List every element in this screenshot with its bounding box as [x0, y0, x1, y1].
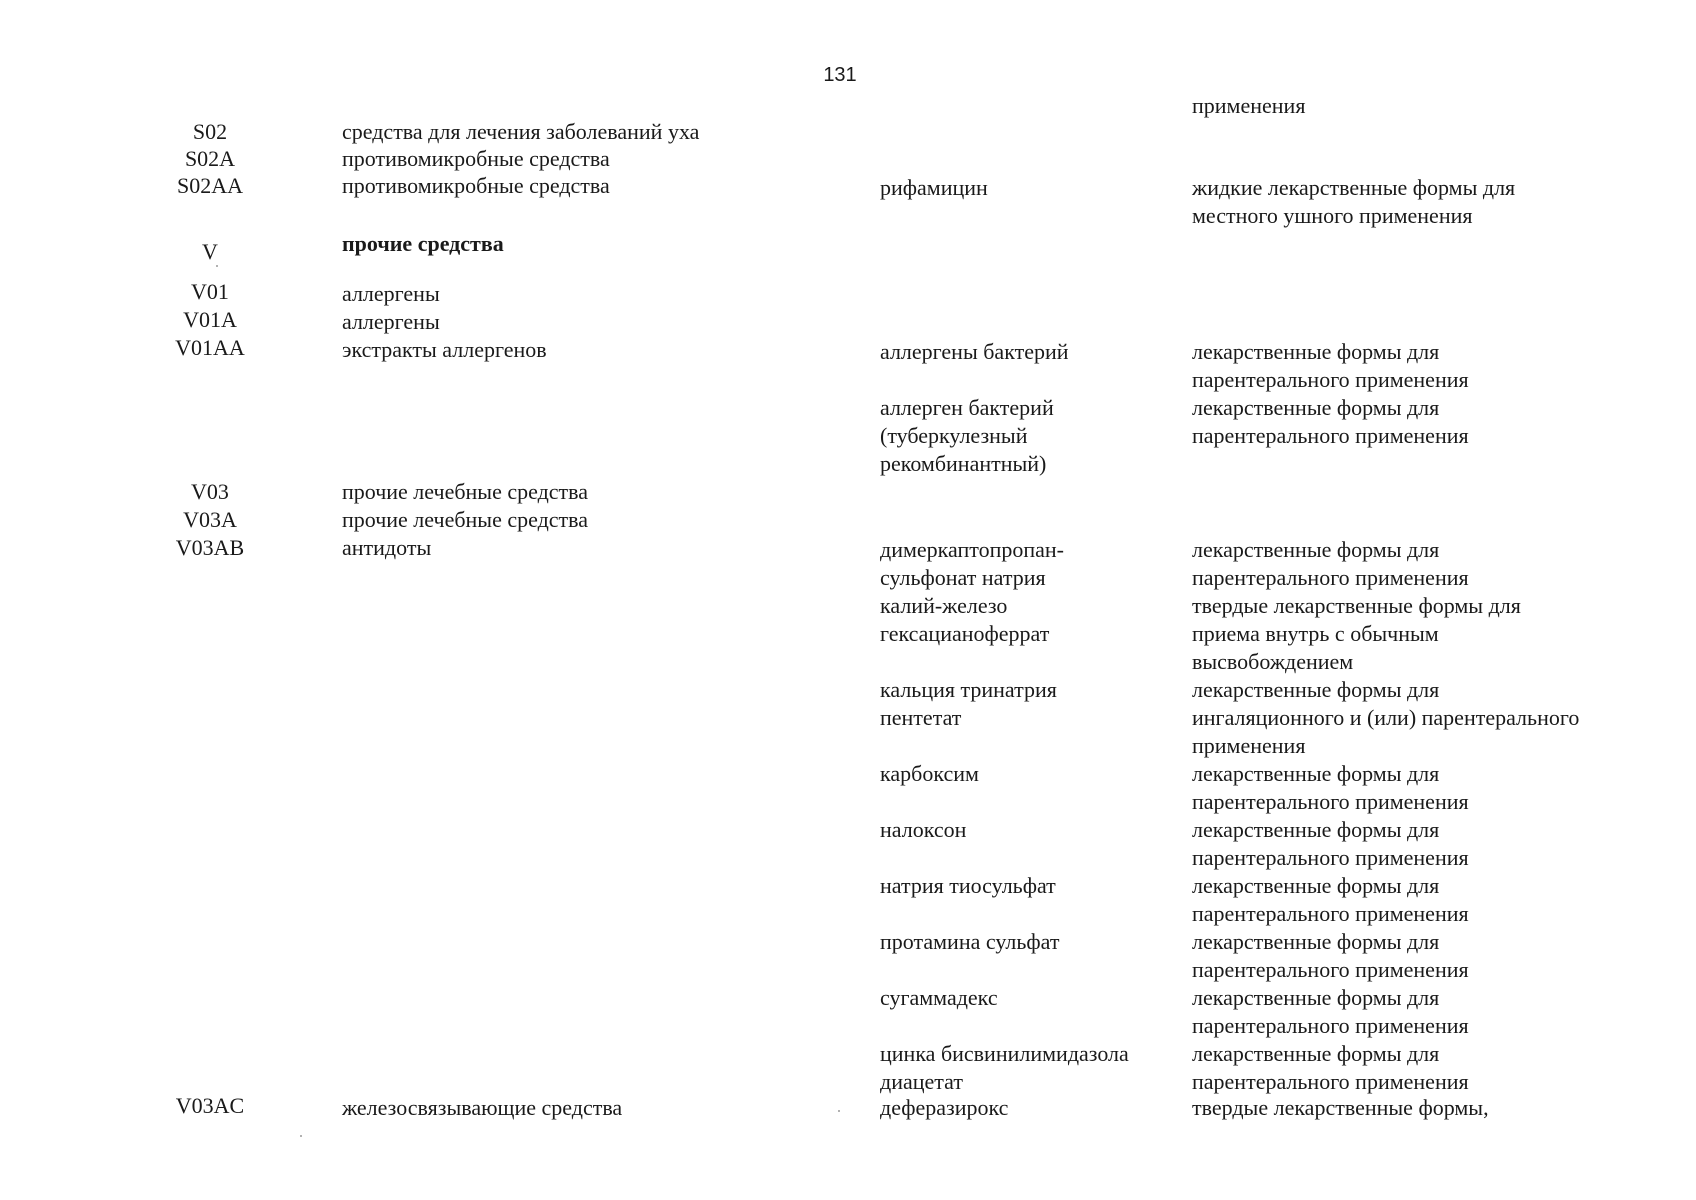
atc-code: V01AA	[175, 335, 245, 360]
drug-name: диацетат	[880, 1069, 963, 1094]
drug-name: сугаммадекс	[880, 985, 998, 1010]
dosage-form: приема внутрь с обычным	[1192, 621, 1439, 646]
atc-group-name: прочие лечебные средства	[342, 507, 589, 532]
atc-code: V03AC	[175, 1093, 245, 1118]
drug-name: гексацианоферрат	[880, 621, 1050, 646]
atc-group-name: прочие средства	[342, 231, 504, 256]
dosage-form: лекарственные формы для	[1192, 929, 1440, 954]
dosage-form: парентерального применения	[1192, 789, 1469, 814]
dosage-form: парентерального применения	[1192, 367, 1469, 392]
dosage-form: лекарственные формы для	[1192, 537, 1440, 562]
dosage-form: парентерального применения	[1192, 423, 1469, 448]
dosage-form: парентерального применения	[1192, 565, 1469, 590]
atc-code: V03AB	[175, 535, 245, 560]
drug-name: калий-железо	[880, 593, 1008, 618]
drug-name: (туберкулезный	[880, 423, 1028, 448]
drug-name: димеркаптопропан-	[880, 537, 1064, 562]
atc-group-name: железосвязывающие средства	[342, 1095, 623, 1120]
atc-group-name: антидоты	[342, 535, 432, 560]
atc-code: V	[202, 239, 218, 264]
atc-group-name: аллергены	[342, 281, 440, 306]
atc-code: V01	[191, 279, 229, 304]
dosage-form: твердые лекарственные формы для	[1192, 593, 1521, 618]
scan-speck	[838, 1110, 840, 1112]
page-number: 131	[823, 64, 857, 86]
atc-code: S02A	[184, 146, 236, 171]
dosage-form: парентерального применения	[1192, 1069, 1469, 1094]
dosage-form: применения	[1192, 733, 1306, 758]
dosage-form: парентерального применения	[1192, 845, 1469, 870]
form-carryover-text: применения	[1192, 93, 1306, 118]
drug-name: цинка бисвинилимидазола	[880, 1041, 1129, 1066]
atc-group-name: противомикробные средства	[342, 146, 610, 171]
dosage-form: лекарственные формы для	[1192, 395, 1440, 420]
atc-code: S02	[192, 119, 228, 144]
atc-group-name: аллергены	[342, 309, 440, 334]
drug-name: налоксон	[880, 817, 967, 842]
atc-group-name: средства для лечения заболеваний уха	[342, 119, 700, 144]
dosage-form: лекарственные формы для	[1192, 817, 1440, 842]
drug-name: кальция тринатрия	[880, 677, 1057, 702]
dosage-form: высвобождением	[1192, 649, 1354, 674]
drug-name: карбоксим	[880, 761, 979, 786]
atc-group-name: противомикробные средства	[342, 173, 610, 198]
drug-name: сульфонат натрия	[880, 565, 1046, 590]
dosage-form: лекарственные формы для	[1192, 873, 1440, 898]
dosage-form: местного ушного применения	[1192, 203, 1473, 228]
dosage-form: твердые лекарственные формы,	[1192, 1095, 1489, 1120]
dosage-form: парентерального применения	[1192, 957, 1469, 982]
scan-speck	[216, 265, 218, 267]
dosage-form: лекарственные формы для	[1192, 761, 1440, 786]
drug-name: натрия тиосульфат	[880, 873, 1056, 898]
dosage-form: парентерального применения	[1192, 901, 1469, 926]
dosage-form: парентерального применения	[1192, 1013, 1469, 1038]
atc-code: V01A	[183, 307, 237, 332]
atc-code: V03	[191, 479, 229, 504]
dosage-form: лекарственные формы для	[1192, 985, 1440, 1010]
dosage-form: жидкие лекарственные формы для	[1192, 175, 1516, 200]
drug-name: аллергены бактерий	[880, 339, 1069, 364]
drug-name: протамина сульфат	[880, 929, 1060, 954]
atc-code: S02AA	[176, 173, 243, 198]
drug-name: пентетат	[880, 705, 962, 730]
dosage-form: лекарственные формы для	[1192, 339, 1440, 364]
dosage-form: лекарственные формы для	[1192, 1041, 1440, 1066]
scan-speck	[300, 1135, 302, 1137]
dosage-form: ингаляционного и (или) парентерального	[1192, 705, 1580, 730]
atc-group-name: экстракты аллергенов	[342, 337, 547, 362]
drug-name: рифамицин	[880, 175, 988, 200]
dosage-form: лекарственные формы для	[1192, 677, 1440, 702]
drug-name: рекомбинантный)	[880, 451, 1047, 476]
atc-code: V03A	[183, 507, 237, 532]
drug-name: аллерген бактерий	[880, 395, 1054, 420]
drug-name: деферазирокс	[880, 1095, 1009, 1120]
atc-group-name: прочие лечебные средства	[342, 479, 589, 504]
